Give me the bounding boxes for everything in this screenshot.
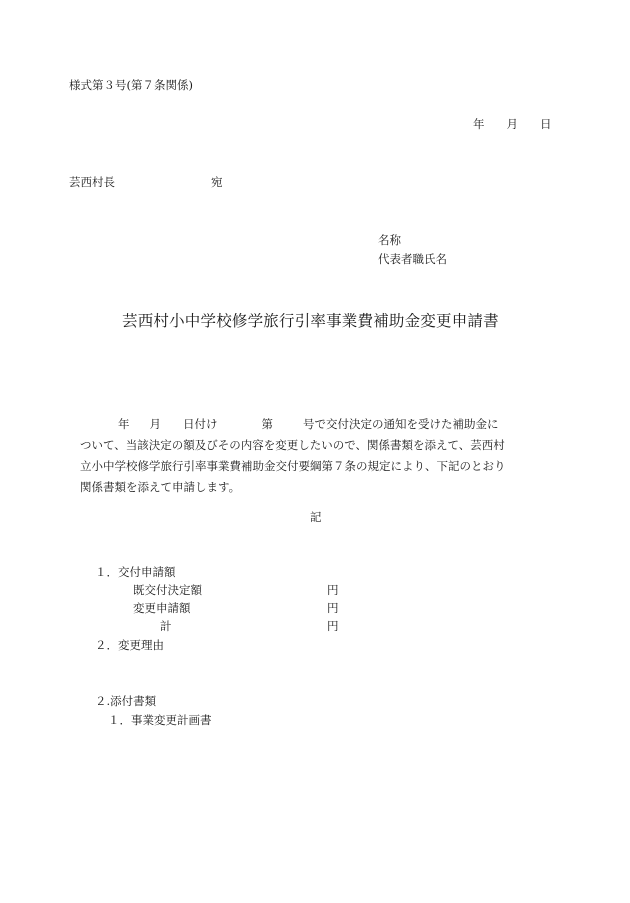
section-2-heading: ２．変更理由 [95, 638, 164, 652]
applicant-block [378, 231, 447, 269]
applicant-representative-label: 代表者職氏名 [378, 252, 447, 266]
section-1-heading: １．交付申請額 [95, 565, 176, 579]
date-day-label: 日 [540, 117, 552, 131]
body-line-1 [80, 414, 570, 435]
amount-row-label: 既交付決定額 [133, 583, 202, 597]
date-year-label: 年 [473, 117, 485, 131]
body-line-4: 関係書類を添えて申請します。 [80, 480, 241, 494]
applicant-name-label: 名称 [378, 233, 401, 247]
addressee-name: 芸西村長 [69, 175, 115, 189]
amount-row-label: 変更申請額 [133, 601, 191, 615]
amount-row-unit: 円 [327, 601, 339, 615]
amount-row-label: 計 [160, 619, 172, 633]
form-number: 様式第３号(第７条関係) [69, 78, 193, 92]
body-line-1-rest: 号で交付決定の通知を受けた補助金に [303, 417, 499, 431]
body-dated-label: 日付け [183, 417, 218, 431]
body-line-2: ついて、当該決定の額及びその内容を変更したいので、関係書類を添えて、芸西村 [80, 438, 505, 452]
body-paragraph [80, 414, 570, 498]
date-line [473, 119, 552, 131]
body-year-label: 年 [118, 417, 130, 431]
amount-row-unit: 円 [327, 583, 339, 597]
section-3-heading: ２.添付書類 [95, 694, 157, 708]
body-month-label: 月 [149, 417, 161, 431]
body-line-3: 立小中学校修学旅行引率事業費補助金交付要綱第７条の規定により、下記のとおり [80, 459, 506, 473]
date-month-label: 月 [506, 117, 518, 131]
body-number-prefix: 第 [261, 417, 273, 431]
document-title: 芸西村小中学校修学旅行引率事業費補助金変更申請書 [122, 312, 499, 330]
attachment-item: １．事業変更計画書 [108, 713, 212, 727]
addressee-suffix: 宛 [211, 175, 223, 189]
ki-heading: 記 [310, 510, 322, 524]
amount-row-unit: 円 [327, 619, 339, 633]
